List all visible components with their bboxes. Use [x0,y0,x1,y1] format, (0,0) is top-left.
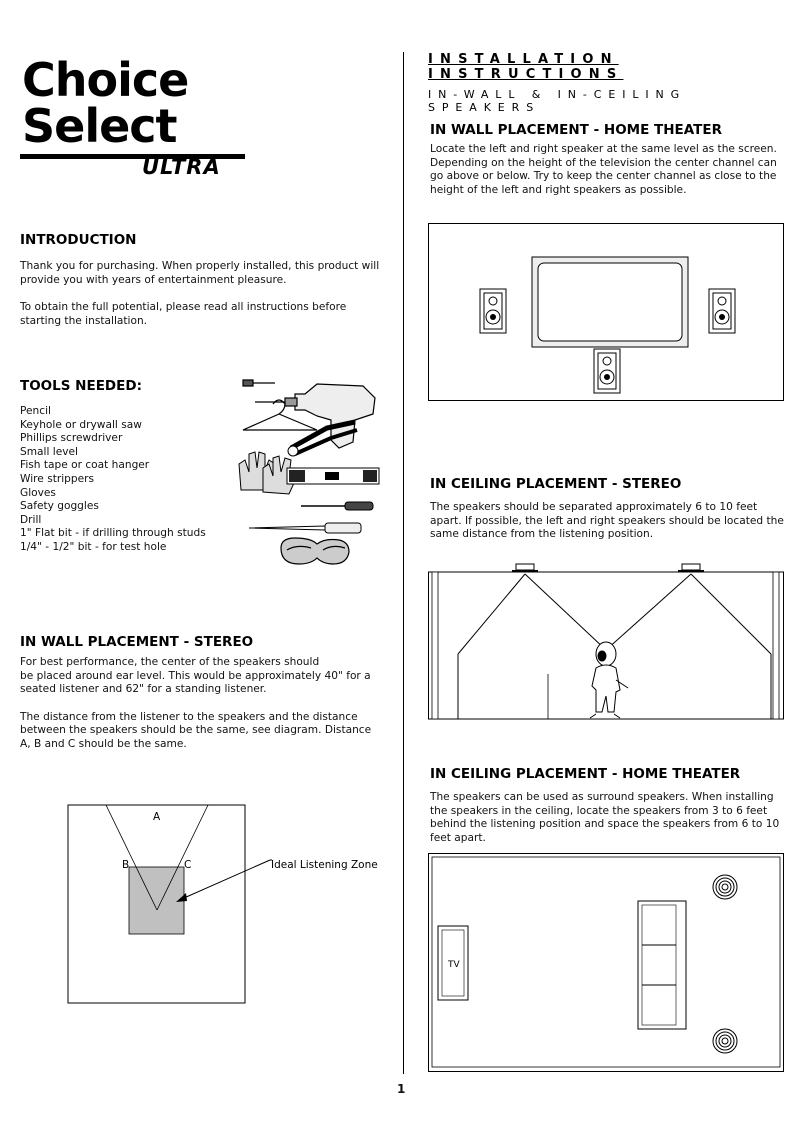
ceiling-theater-heading: IN CEILING PLACEMENT - HOME THEATER [430,766,741,782]
ceiling-theater-section [430,766,790,845]
tool-item: 1/4" - 1/2" bit - for test hole [20,540,167,553]
wall-stereo-text-1b: be placed around ear level. This would be approximately 40" for a seated listener and 62" for a standing listener. [20,669,371,696]
wall-theater-heading: IN WALL PLACEMENT - HOME THEATER [430,122,722,138]
tools-section [20,378,250,555]
tv-label: TV [448,960,460,970]
page-number: 1 [397,1082,406,1096]
introduction-heading: INTRODUCTION [20,232,137,248]
tools-heading: TOOLS NEEDED: [20,378,142,394]
ceiling-stereo-diagram [428,562,784,724]
ceiling-speaker-top-icon [713,875,737,899]
ceiling-stereo-section [430,476,785,542]
wall-stereo-text-2: The distance from the listener to the speakers and the distance between the speakers should be the same, see diagram. Distance A, B and C should be the same. [20,710,372,750]
ceiling-speaker-bottom-icon [713,1029,737,1053]
ceiling-stereo-text: The speakers should be separated approximately 6 to 10 feet apart. If possible, the left and right speakers should be located the same distance from the listening position. [430,501,784,541]
wall-stereo-text-1a: For best performance, the center of the speakers should [20,656,320,668]
column-divider [403,52,404,1074]
tool-item: 1" Flat bit - if drilling through studs [20,527,206,540]
page-header [428,52,798,114]
header-title: INSTALLATION INSTRUCTIONS [428,52,624,82]
wall-stereo-heading: IN WALL PLACEMENT - STEREO [20,634,254,650]
label-a: A [153,811,161,823]
ceiling-stereo-heading: IN CEILING PLACEMENT - STEREO [430,476,682,492]
tool-item: Phillips screwdriver [20,432,123,445]
ceiling-speaker-left-icon [512,564,538,571]
tool-item: Fish tape or coat hanger [20,459,150,472]
tv-icon [438,926,468,1000]
ceiling-theater-text: The speakers can be used as surround speakers. When installing the speakers in the ceiling, locate the speakers from 3 to 6 feet behind the listening position and space the speakers from 6 to 10 feet apart. [430,791,780,844]
wall-stereo-section [20,634,385,752]
home-theater-wall-diagram [428,223,784,401]
zone-label: Ideal Listening Zone [271,859,378,871]
introduction-text-1: Thank you for purchasing. When properly installed, this product will provide you with years of entertainment pleasure. [20,260,380,286]
tool-item: Wire strippers [20,472,95,485]
brand-logo [20,53,250,181]
ceiling-theater-diagram [428,853,784,1073]
tool-item: Pencil [20,405,51,417]
logo-ultra: ULTRA [142,155,221,179]
screwdriver-icon [301,502,373,510]
tool-item: Safety goggles [20,500,99,513]
wall-theater-text: Locate the left and right speaker at the same level as the screen. Depending on the height of the television the center channel can go above or below. Try to keep the center channel as close to the height of the left and right speakers as possible. [430,143,777,196]
center-speaker-icon [594,349,620,393]
tools-illustration [235,372,385,572]
ceiling-speaker-right-icon [678,564,704,571]
left-speaker-icon [480,289,506,333]
logo-select: Select [22,99,177,153]
right-speaker-icon [709,289,735,333]
label-b: B [122,859,130,871]
drill-bit-icon [249,523,361,533]
listening-zone [129,867,184,934]
tool-item: Keyhole or drywall saw [20,418,142,431]
label-c: C [184,859,192,871]
logo-choice: Choice [22,53,189,107]
header-subtitle: IN-WALL & IN-CEILING SPEAKERS [428,88,687,114]
level-icon [287,468,379,484]
stereo-placement-diagram [60,800,390,1010]
tool-item: Drill [20,513,42,526]
tools-list [20,405,250,555]
tool-item: Gloves [20,486,56,499]
introduction-text-2: To obtain the full potential, please read all instructions before starting the installation. [20,301,347,327]
screen-icon [532,257,688,347]
introduction-section [20,232,380,328]
tool-item: Small level [20,445,78,458]
safety-goggles-icon [281,538,349,564]
sofa-icon [638,901,686,1029]
wall-theater-section [430,122,785,197]
